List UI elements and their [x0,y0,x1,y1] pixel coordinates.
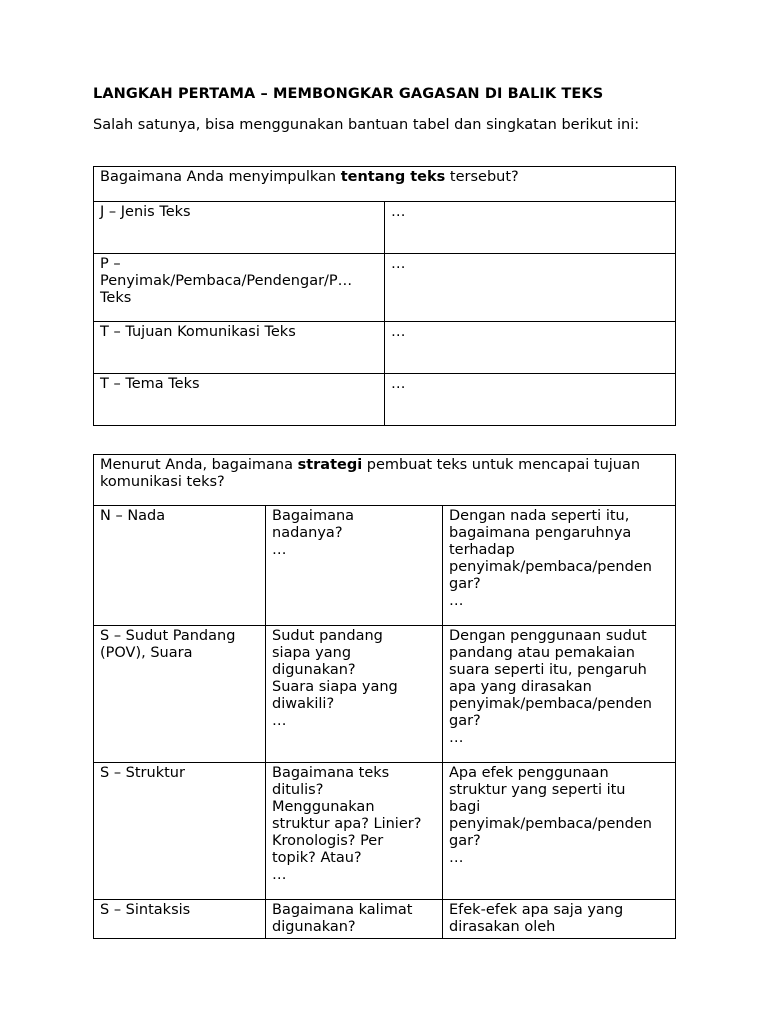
jptt-table-header [94,167,676,202]
row-label-penyimak: P – Penyimak/Pembaca/Pendengar/P… Teks [94,254,385,322]
row-label-jenis-teks: J – Jenis Teks [94,202,385,254]
nsss-table-header [94,455,676,506]
row-label-sudut-pandang: S – Sudut Pandang (POV), Suara [94,626,266,763]
row-effect-struktur: Apa efek penggunaan struktur yang seperti itu bagi penyimak/pembaca/penden gar? … [443,763,676,900]
table-row [94,626,676,763]
row-value-penyimak: … [385,254,676,322]
row-label-tema: T – Tema Teks [94,374,385,426]
row-label-struktur: S – Struktur [94,763,266,900]
intro-paragraph: Salah satunya, bisa menggunakan bantuan tabel dan singkatan berikut ini: [93,117,640,133]
row-effect-nada: Dengan nada seperti itu, bagaimana pengaruhnya terhadap penyimak/pembaca/penden gar? … [443,506,676,626]
jptt-header-text-before: Bagaimana Anda menyimpulkan [100,169,341,185]
table-row [94,322,676,374]
row-effect-sintaksis: Efek-efek apa saja yang dirasakan oleh [443,900,676,939]
jptt-table [93,166,676,426]
row-label-sintaksis: S – Sintaksis [94,900,266,939]
row-value-tujuan: … [385,322,676,374]
row-label-tujuan: T – Tujuan Komunikasi Teks [94,322,385,374]
row-value-tema: … [385,374,676,426]
jptt-table-header-row [94,167,676,202]
row-effect-sudut-pandang: Dengan penggunaan sudut pandang atau pemakaian suara seperti itu, pengaruh apa yang dirasakan penyimak/pembaca/penden gar? … [443,626,676,763]
row-label-nada: N – Nada [94,506,266,626]
table-row [94,900,676,939]
jptt-header-text-after: tersebut? [445,169,519,185]
table-row [94,506,676,626]
table-row [94,202,676,254]
table-row [94,374,676,426]
row-question-sudut-pandang: Sudut pandang siapa yang digunakan? Suara siapa yang diwakili? … [266,626,443,763]
nsss-table-header-row [94,455,676,506]
nsss-header-text-before: Menurut Anda, bagaimana [100,457,298,473]
row-question-struktur: Bagaimana teks ditulis? Menggunakan struktur apa? Linier? Kronologis? Per topik? Atau? … [266,763,443,900]
row-value-jenis-teks: … [385,202,676,254]
nsss-header-text-bold: strategi [297,457,363,473]
nsss-header-text-after: pembuat teks untuk mencapai tujuan komunikasi teks? [100,457,641,490]
page-heading: LANGKAH PERTAMA – MEMBONGKAR GAGASAN DI BALIK TEKS [93,86,604,102]
table-row [94,254,676,322]
nsss-table [93,454,676,939]
table-row [94,763,676,900]
jptt-header-text-bold: tentang teks [340,169,446,185]
row-question-nada: Bagaimana nadanya? … [266,506,443,626]
row-question-sintaksis: Bagaimana kalimat digunakan? [266,900,443,939]
